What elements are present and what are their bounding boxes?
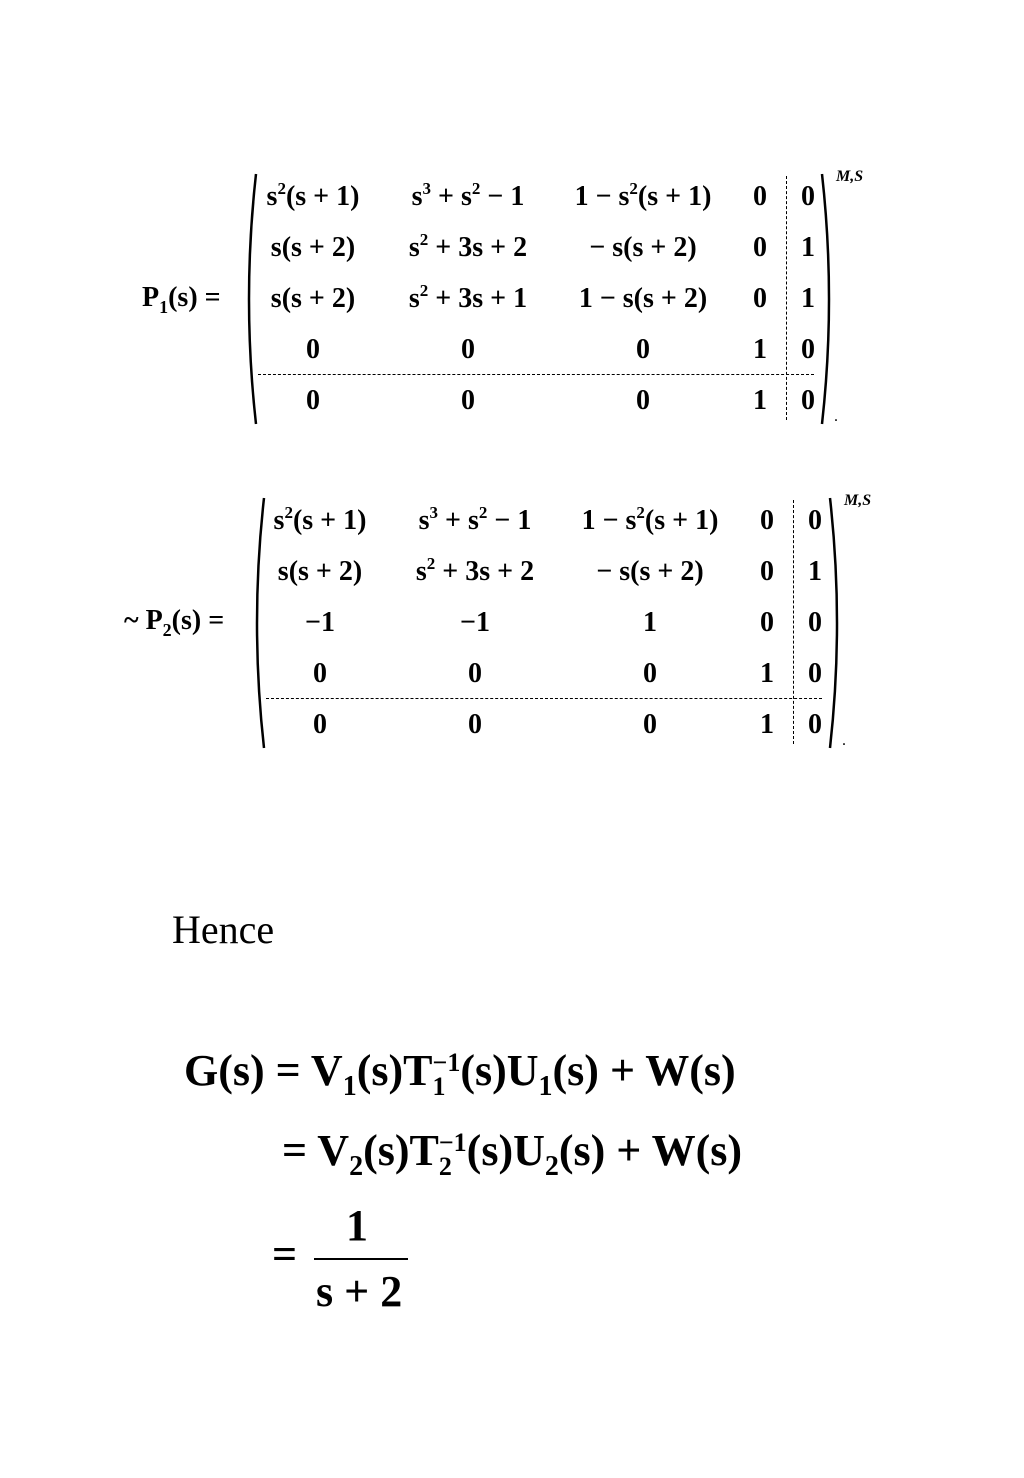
fraction-bar xyxy=(314,1258,408,1260)
p1-cell-r4-c1 xyxy=(306,334,320,366)
term: (s + 1) xyxy=(285,181,360,212)
term: 0 xyxy=(808,607,822,638)
p2-cell-r3-c1 xyxy=(305,607,335,639)
exponent: 2 xyxy=(471,179,481,198)
exponent: 2 xyxy=(636,503,645,522)
term: + s xyxy=(431,181,472,212)
term: s xyxy=(408,283,420,314)
p2-left-paren xyxy=(246,496,268,750)
p2-cell-r2-c3 xyxy=(596,556,703,588)
p1-left-paren xyxy=(238,172,260,426)
term: 0 xyxy=(801,334,815,365)
g1-t-sub: 1 xyxy=(432,1071,446,1101)
term: (s + 1) xyxy=(644,505,719,536)
p2-cell-r4-c3 xyxy=(643,658,657,690)
exponent: 3 xyxy=(429,503,439,522)
g-equation-line-3-equals: = xyxy=(272,1230,298,1279)
term: − 1 xyxy=(480,181,525,212)
term: 0 xyxy=(468,709,482,740)
term: −1 xyxy=(460,607,490,638)
p1-trailing-dot: . xyxy=(834,408,838,425)
p1-cell-r3-c5 xyxy=(801,283,815,315)
p2-cell-r3-c4 xyxy=(760,607,774,639)
g2-c-sub: 2 xyxy=(544,1151,559,1182)
g2-a: = V xyxy=(282,1126,350,1175)
term: 1 xyxy=(801,283,815,314)
p2-right-paren xyxy=(826,496,848,750)
p2-cell-r5-c3 xyxy=(643,709,657,741)
term: − 1 xyxy=(487,505,532,536)
p1-cell-r4-c2 xyxy=(461,334,475,366)
term: 1 xyxy=(808,556,822,587)
g1-d: (s) + W(s) xyxy=(552,1046,736,1095)
term: + 3s + 1 xyxy=(428,283,528,314)
p2-trailing-dot: . xyxy=(842,732,846,749)
p2-cell-r2-c2 xyxy=(416,556,534,591)
p2-cell-r4-c4 xyxy=(760,658,774,690)
p1-cell-r1-c2 xyxy=(412,181,525,216)
term: 0 xyxy=(643,709,657,740)
p1-cell-r5-c3 xyxy=(636,385,650,417)
g1-c: (s)U xyxy=(460,1046,539,1095)
p1-cell-r2-c3 xyxy=(589,232,696,264)
term: 1 xyxy=(753,385,767,416)
p1-cell-r2-c1 xyxy=(271,232,355,264)
term: 0 xyxy=(636,385,650,416)
term: s xyxy=(266,181,278,212)
p1-cell-r3-c1 xyxy=(271,283,355,315)
term: (s + 1) xyxy=(292,505,367,536)
p2-cell-r3-c3 xyxy=(643,607,657,639)
term: 0 xyxy=(468,658,482,689)
term: 0 xyxy=(753,181,767,212)
p1-cell-r2-c2 xyxy=(409,232,527,267)
p1-symbol: P xyxy=(142,282,160,313)
exponent: 2 xyxy=(629,179,638,198)
p1-cell-r3-c2 xyxy=(409,283,527,318)
term: s xyxy=(411,181,423,212)
g1-a-sub: 1 xyxy=(342,1071,357,1102)
fraction-denominator: s + 2 xyxy=(316,1267,403,1316)
p2-cell-r1-c3 xyxy=(582,505,719,540)
p2-cell-r3-c2 xyxy=(460,607,490,639)
term: 0 xyxy=(753,232,767,263)
exponent: 2 xyxy=(284,503,293,522)
p2-cell-r5-c1 xyxy=(313,709,327,741)
p1-lhs xyxy=(142,282,221,317)
p2-cell-r4-c2 xyxy=(468,658,482,690)
term: 0 xyxy=(313,658,327,689)
p2-cell-r3-c5 xyxy=(808,607,822,639)
g-equation-line-1 xyxy=(184,1046,736,1102)
term: 1 − s(s + 2) xyxy=(578,283,708,314)
p2-cell-r1-c4 xyxy=(760,505,774,537)
p1-cell-r5-c5 xyxy=(801,385,815,417)
exponent: 2 xyxy=(426,554,436,573)
p1-horizontal-divider xyxy=(258,374,814,375)
p1-cell-r1-c5 xyxy=(801,181,815,213)
p1-cell-r5-c2 xyxy=(461,385,475,417)
term: 0 xyxy=(760,505,774,536)
p1-right-paren xyxy=(818,172,840,426)
g2-c: (s)U xyxy=(466,1126,545,1175)
term: 0 xyxy=(461,334,475,365)
exponent: 2 xyxy=(419,230,429,249)
term: 1 xyxy=(753,334,767,365)
term: + s xyxy=(438,505,479,536)
p2-lhs-rest: (s) = xyxy=(171,605,225,636)
g1-c-sub: 1 xyxy=(538,1071,553,1102)
term: s xyxy=(273,505,285,536)
p2-cell-r5-c5 xyxy=(808,709,822,741)
p2-cell-r5-c2 xyxy=(468,709,482,741)
term: (s + 1) xyxy=(637,181,712,212)
p1-vertical-divider xyxy=(786,176,787,420)
p2-cell-r5-c4 xyxy=(760,709,774,741)
term: s xyxy=(418,505,430,536)
term: s(s + 2) xyxy=(270,283,356,314)
term: s(s + 2) xyxy=(277,556,363,587)
p1-cell-r5-c4 xyxy=(753,385,767,417)
p2-cell-r4-c1 xyxy=(313,658,327,690)
p1-cell-r3-c3 xyxy=(579,283,707,315)
p1-cell-r1-c1 xyxy=(267,181,360,216)
p2-lhs xyxy=(124,605,225,640)
term: − s(s + 2) xyxy=(596,556,704,587)
p2-subscript: 2 xyxy=(162,620,172,640)
g1-t-sup: −1 xyxy=(432,1047,461,1077)
term: 0 xyxy=(643,658,657,689)
p2-cell-r2-c4 xyxy=(760,556,774,588)
exponent: 2 xyxy=(277,179,286,198)
g2-d: (s) + W(s) xyxy=(558,1126,743,1175)
p2-tilde: ~ xyxy=(124,605,146,636)
term: 0 xyxy=(461,385,475,416)
p1-cell-r1-c3 xyxy=(575,181,712,216)
g1-t-supsub xyxy=(432,1047,461,1101)
p1-cell-r2-c4 xyxy=(753,232,767,264)
p2-symbol: P xyxy=(145,605,163,636)
term: 0 xyxy=(808,709,822,740)
term: 0 xyxy=(801,385,815,416)
term: s xyxy=(408,232,420,263)
p1-cell-r4-c3 xyxy=(636,334,650,366)
p1-lhs-rest: (s) = xyxy=(168,282,221,313)
exponent: 2 xyxy=(419,281,429,300)
term: 0 xyxy=(808,505,822,536)
term: s xyxy=(415,556,427,587)
p1-cell-r3-c4 xyxy=(753,283,767,315)
term: 0 xyxy=(636,334,650,365)
p2-superscript: M,S xyxy=(844,492,872,509)
p2-cell-r1-c5 xyxy=(808,505,822,537)
g2-t-sup: −1 xyxy=(438,1127,467,1157)
g1-a: G(s) = V xyxy=(184,1046,343,1095)
p1-superscript: M,S xyxy=(836,168,864,185)
exponent: 3 xyxy=(422,179,432,198)
g1-b: (s)T xyxy=(356,1046,433,1095)
p2-horizontal-divider xyxy=(266,698,822,699)
p2-vertical-divider xyxy=(793,500,794,744)
p2-cell-r2-c1 xyxy=(278,556,362,588)
fraction-numerator: 1 xyxy=(346,1201,368,1250)
term: 0 xyxy=(753,283,767,314)
term: + 3s + 2 xyxy=(428,232,528,263)
p1-cell-r1-c4 xyxy=(753,181,767,213)
p1-cell-r5-c1 xyxy=(306,385,320,417)
p1-cell-r4-c4 xyxy=(753,334,767,366)
p1-subscript: 1 xyxy=(159,297,169,317)
hence-text: Hence xyxy=(172,907,275,952)
g2-b: (s)T xyxy=(363,1126,439,1175)
exponent: 2 xyxy=(478,503,488,522)
term: + 3s + 2 xyxy=(435,556,535,587)
term: 0 xyxy=(808,658,822,689)
p2-cell-r2-c5 xyxy=(808,556,822,588)
p1-cell-r2-c5 xyxy=(801,232,815,264)
term: −1 xyxy=(305,607,335,638)
term: 1 xyxy=(801,232,815,263)
term: − s(s + 2) xyxy=(589,232,697,263)
term: 0 xyxy=(313,709,327,740)
term: 0 xyxy=(306,334,320,365)
p1-cell-r4-c5 xyxy=(801,334,815,366)
term: s(s + 2) xyxy=(270,232,356,263)
term: 0 xyxy=(306,385,320,416)
g-equation-line-2 xyxy=(282,1126,742,1182)
p2-cell-r4-c5 xyxy=(808,658,822,690)
term: 1 − s xyxy=(574,181,630,212)
p2-cell-r1-c1 xyxy=(274,505,367,540)
g2-a-sub: 2 xyxy=(349,1151,364,1182)
g2-t-sub: 2 xyxy=(438,1151,452,1181)
term: 0 xyxy=(760,556,774,587)
term: 0 xyxy=(760,607,774,638)
term: 1 xyxy=(643,607,657,638)
term: 1 − s xyxy=(581,505,637,536)
p2-cell-r1-c2 xyxy=(419,505,532,540)
term: 1 xyxy=(760,658,774,689)
g2-t-supsub xyxy=(438,1127,467,1181)
term: 1 xyxy=(760,709,774,740)
term: 0 xyxy=(801,181,815,212)
